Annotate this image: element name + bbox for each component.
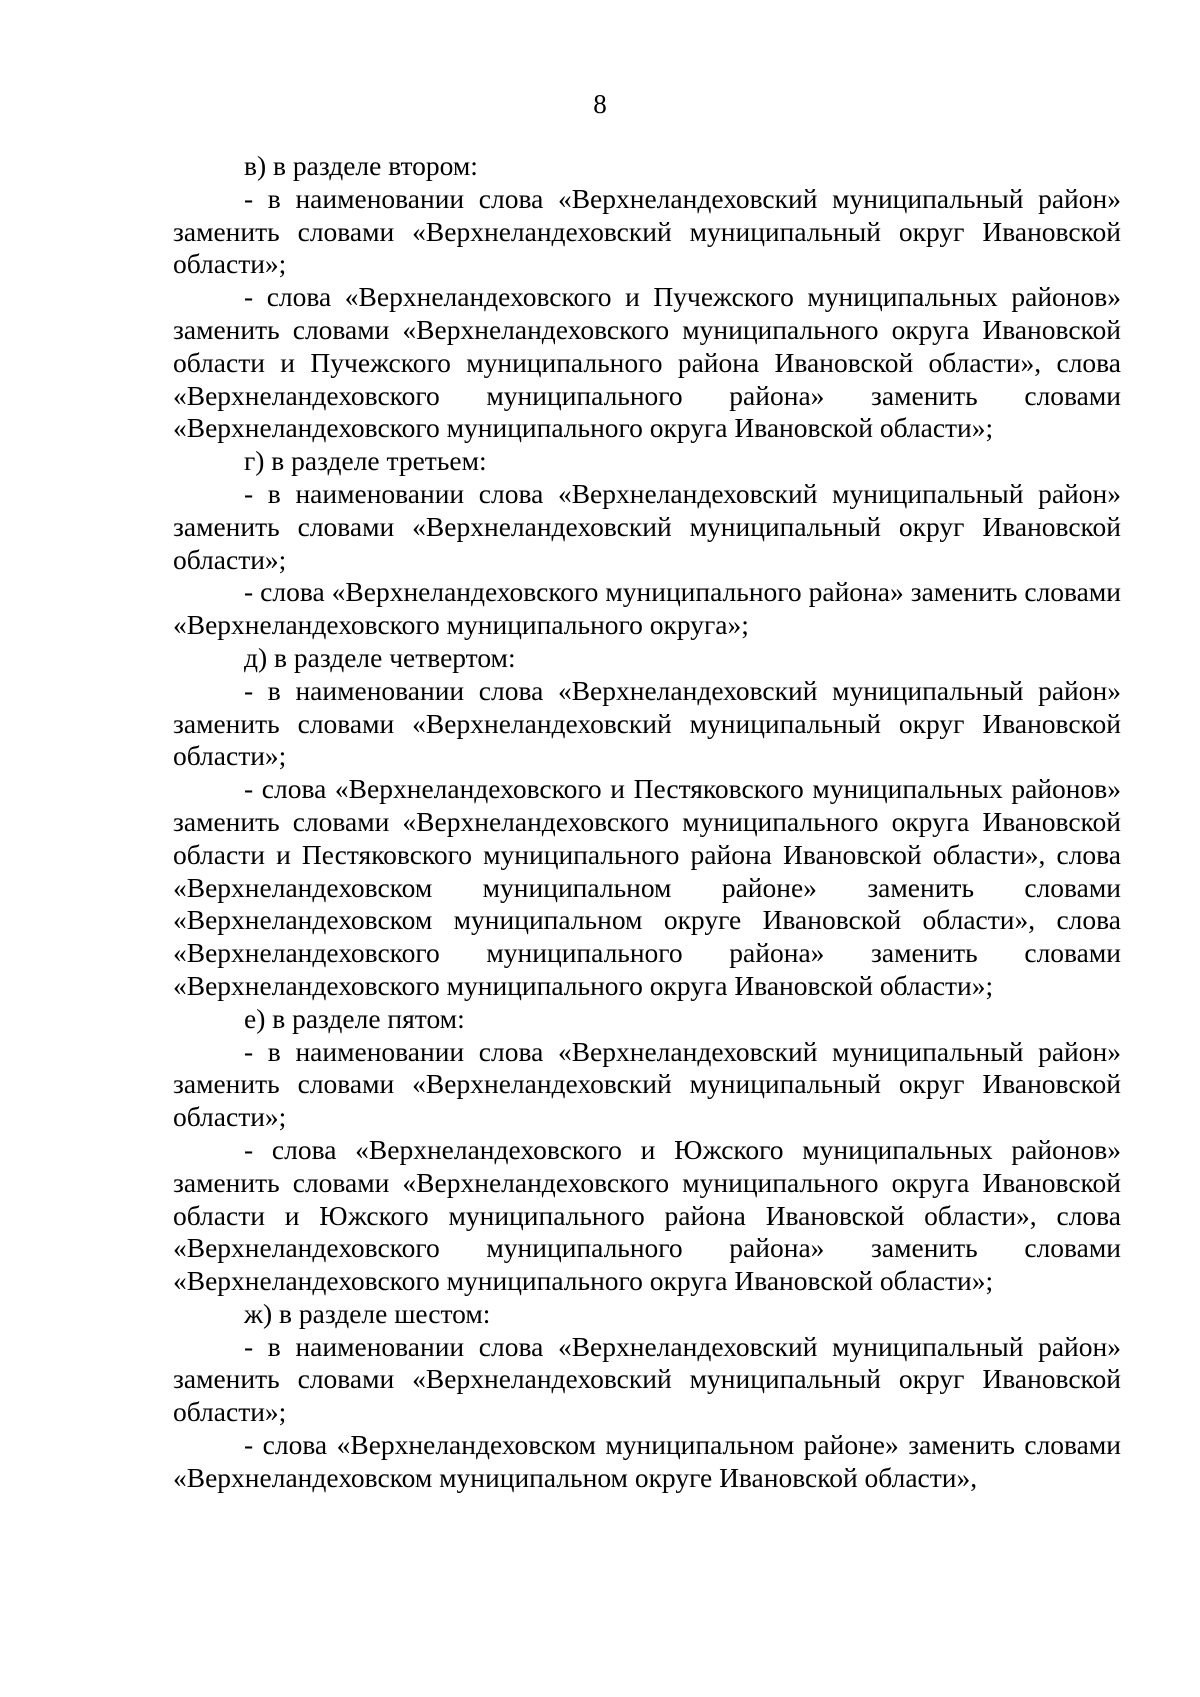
amendment-item: - в наименовании слова «Верхнеландеховский муниципальный район» заменить словами «Верхнеландеховский муниципальный округ Ивановской области»;: [173, 477, 1121, 575]
amendment-item: - слова «Верхнеландеховского и Пестяковского муниципальных районов» заменить словами «Верхнеландеховского муниципального округа Ивановской области и Пестяковского муниципального района Ивановской области», слова «Верхнеландеховском муниципальном районе» заменить словами «Верхнеландеховском муниципальном округе Ивановской области», слова «Верхнеландеховского муниципального района» заменить словами «Верхнеландеховского муниципального округа Ивановской области»;: [173, 773, 1121, 1001]
amendment-item: - слова «Верхнеландеховского муниципального района» заменить словами «Верхнеландеховского муниципального округа»;: [173, 576, 1121, 641]
section-heading-third: г) в разделе третьем:: [244, 445, 487, 477]
amendment-item: - в наименовании слова «Верхнеландеховский муниципальный район» заменить словами «Верхнеландеховский муниципальный округ Ивановской области»;: [173, 674, 1121, 772]
amendment-item: - слова «Верхнеландеховском муниципальном районе» заменить словами «Верхнеландеховском муниципальном округе Ивановской области»,: [173, 1429, 1121, 1493]
amendment-item: - в наименовании слова «Верхнеландеховский муниципальный район» заменить словами «Верхнеландеховский муниципальный округ Ивановской области»;: [173, 1330, 1121, 1428]
section-heading-sixth: ж) в разделе шестом:: [244, 1297, 491, 1329]
page-number: 8: [593, 89, 607, 119]
section-heading-fifth: е) в разделе пятом:: [244, 1002, 465, 1034]
amendment-item: - в наименовании слова «Верхнеландеховский муниципальный район» заменить словами «Верхнеландеховский муниципальный округ Ивановской области»;: [173, 182, 1121, 280]
amendment-item: - в наименовании слова «Верхнеландеховский муниципальный район» заменить словами «Верхнеландеховский муниципальный округ Ивановской области»;: [173, 1035, 1121, 1133]
amendment-item: - слова «Верхнеландеховского и Южского муниципальных районов» заменить словами «Верхнеландеховского муниципального округа Ивановской области и Южского муниципального района Ивановской области», слова «Верхнеландеховского муниципального района» заменить словами «Верхнеландеховского муниципального округа Ивановской области»;: [173, 1133, 1121, 1297]
amendment-item: - слова «Верхнеландеховского и Пучежского муниципальных районов» заменить словами «Верхнеландеховского муниципального округа Ивановской области и Пучежского муниципального района Ивановской области», слова «Верхнеландеховского муниципального района» заменить словами «Верхнеландеховского муниципального округа Ивановской области»;: [173, 281, 1121, 444]
section-heading-fourth: д) в разделе четвертом:: [244, 641, 516, 673]
section-heading-second: в) в разделе втором:: [244, 150, 478, 181]
document-body: [173, 150, 1121, 1495]
